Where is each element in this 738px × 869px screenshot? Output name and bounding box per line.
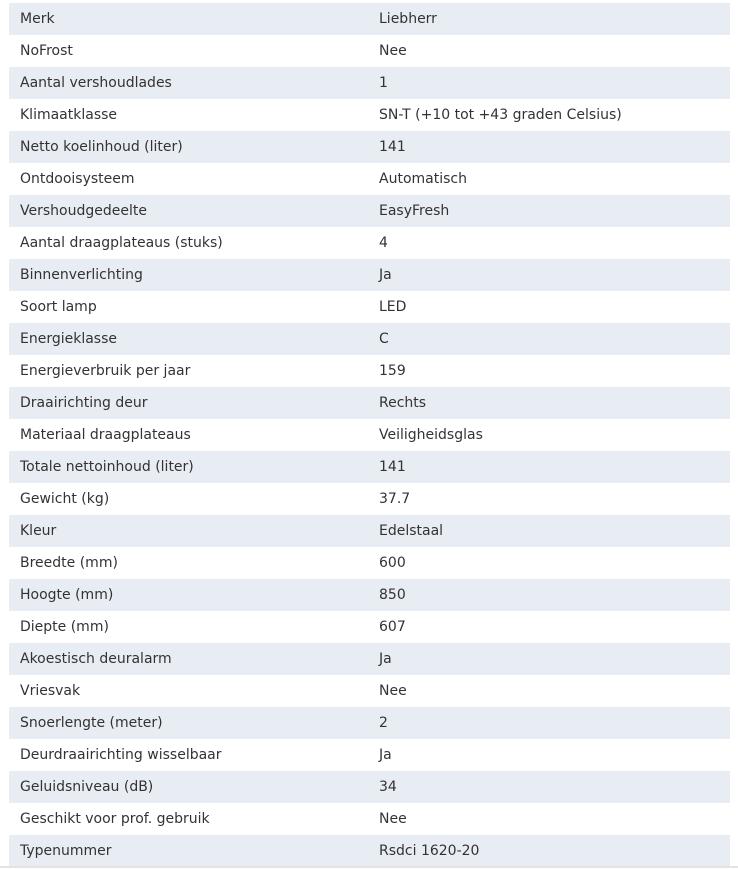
spec-row-merk	[9, 3, 730, 35]
spec-row-typenummer	[9, 835, 730, 867]
spec-label: Akoestisch deuralarm	[20, 651, 172, 667]
spec-value: Nee	[379, 811, 407, 827]
spec-value: SN-T (+10 tot +43 graden Celsius)	[379, 107, 622, 123]
spec-row-netto-koelinhoud	[9, 131, 730, 163]
spec-label: Totale nettoinhoud (liter)	[20, 459, 194, 475]
bottom-divider	[0, 866, 738, 868]
spec-label: Soort lamp	[20, 299, 97, 315]
spec-value: 4	[379, 235, 388, 251]
specifications-table	[9, 3, 730, 867]
spec-value: Ja	[379, 747, 392, 763]
spec-row-geschikt-prof-gebruik	[9, 803, 730, 835]
spec-value: Ja	[379, 267, 392, 283]
spec-label: Vershoudgedeelte	[20, 203, 147, 219]
spec-value: 34	[379, 779, 397, 795]
spec-row-vriesvak	[9, 675, 730, 707]
spec-label: Merk	[20, 11, 55, 27]
spec-row-aantal-vershoudlades	[9, 67, 730, 99]
spec-label: Energieklasse	[20, 331, 118, 347]
spec-row-soort-lamp	[9, 291, 730, 323]
spec-row-nofrost	[9, 35, 730, 67]
spec-row-materiaal-draagplateaus	[9, 419, 730, 451]
spec-label: NoFrost	[20, 43, 73, 59]
spec-value: 159	[379, 363, 406, 379]
spec-row-energieverbruik	[9, 355, 730, 387]
spec-value: 2	[379, 715, 388, 731]
spec-label: Geluidsniveau (dB)	[20, 779, 154, 795]
spec-value: 141	[379, 459, 406, 475]
spec-row-diepte	[9, 611, 730, 643]
spec-value: 37.7	[379, 491, 411, 507]
spec-row-akoestisch-deuralarm	[9, 643, 730, 675]
spec-value: 607	[379, 619, 406, 635]
spec-label: Kleur	[20, 523, 57, 539]
spec-value: Veiligheidsglas	[379, 427, 483, 443]
spec-label: Binnenverlichting	[20, 267, 143, 283]
spec-row-breedte	[9, 547, 730, 579]
spec-row-snoerlengte	[9, 707, 730, 739]
spec-row-klimaatklasse	[9, 99, 730, 131]
spec-label: Aantal draagplateaus (stuks)	[20, 235, 223, 251]
spec-row-binnenverlichting	[9, 259, 730, 291]
spec-label: Aantal vershoudlades	[20, 75, 172, 91]
spec-label: Typenummer	[20, 843, 112, 859]
spec-row-energieklasse	[9, 323, 730, 355]
spec-label: Hoogte (mm)	[20, 587, 114, 603]
spec-value: Liebherr	[379, 11, 437, 27]
spec-row-gewicht	[9, 483, 730, 515]
spec-row-aantal-draagplateaus	[9, 227, 730, 259]
spec-value: Nee	[379, 683, 407, 699]
spec-label: Diepte (mm)	[20, 619, 109, 635]
spec-label: Draairichting deur	[20, 395, 148, 411]
spec-row-vershoudgedeelte	[9, 195, 730, 227]
spec-value: EasyFresh	[379, 203, 450, 219]
spec-value: Nee	[379, 43, 407, 59]
spec-label: Energieverbruik per jaar	[20, 363, 191, 379]
spec-label: Netto koelinhoud (liter)	[20, 139, 183, 155]
spec-row-geluidsniveau	[9, 771, 730, 803]
spec-label: Deurdraairichting wisselbaar	[20, 747, 222, 763]
spec-label: Geschikt voor prof. gebruik	[20, 811, 210, 827]
spec-value: Rsdci 1620-20	[379, 843, 480, 859]
spec-value: Rechts	[379, 395, 427, 411]
spec-value: Edelstaal	[379, 523, 444, 539]
spec-value: 850	[379, 587, 406, 603]
spec-label: Vriesvak	[20, 683, 81, 699]
spec-row-totale-nettoinhoud	[9, 451, 730, 483]
spec-value: 1	[379, 75, 388, 91]
spec-value: 600	[379, 555, 406, 571]
spec-value: 141	[379, 139, 406, 155]
spec-label: Klimaatklasse	[20, 107, 118, 123]
spec-value: Ja	[379, 651, 392, 667]
spec-value: Automatisch	[379, 171, 467, 187]
spec-value: LED	[379, 299, 407, 315]
spec-row-draairichting-deur	[9, 387, 730, 419]
spec-label: Breedte (mm)	[20, 555, 118, 571]
spec-row-deurdraairichting-wisselbaar	[9, 739, 730, 771]
spec-label: Gewicht (kg)	[20, 491, 110, 507]
spec-row-hoogte	[9, 579, 730, 611]
spec-label: Snoerlengte (meter)	[20, 715, 163, 731]
spec-row-kleur	[9, 515, 730, 547]
spec-value: C	[379, 331, 389, 347]
spec-label: Ontdooisysteem	[20, 171, 135, 187]
spec-label: Materiaal draagplateaus	[20, 427, 191, 443]
spec-row-ontdooisysteem	[9, 163, 730, 195]
